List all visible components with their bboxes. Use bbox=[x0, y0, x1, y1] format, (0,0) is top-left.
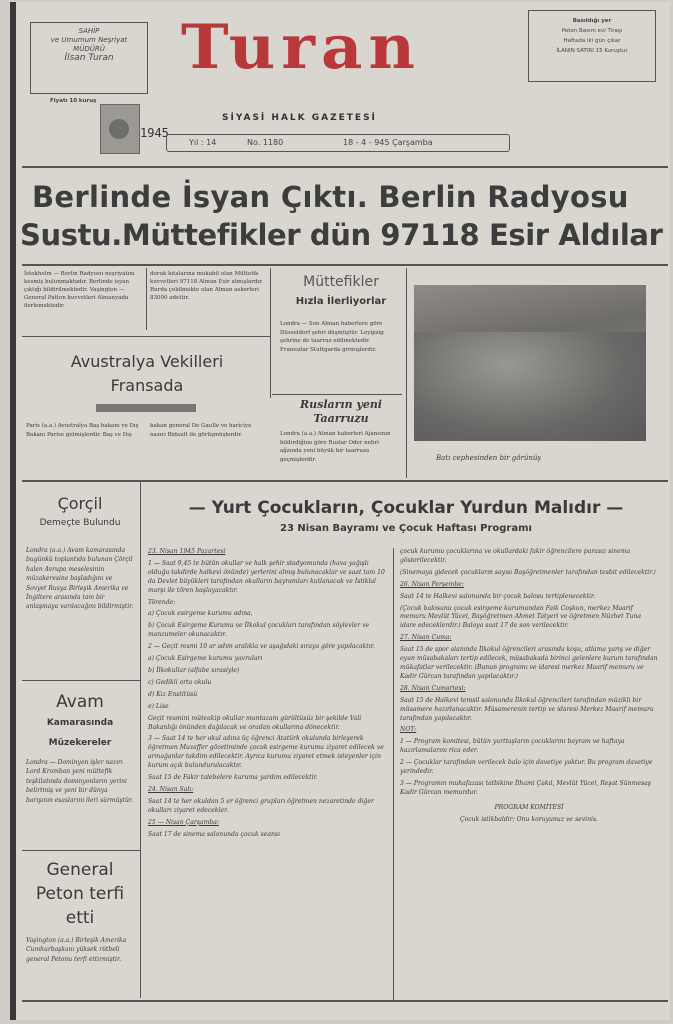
program-paragraph: 2 — Geçit resmi 10 ar adım aralıkla ve aşağıdaki sıraya göre yapılacaktır. bbox=[148, 643, 375, 651]
program-paragraph: 3 — Saat 14 te her okul adına üç öğrenci Atatürk okulunda birleşerek öğretmen Muzaffer gözetiminde çocuk esirgeme kurumu ziyaret edilecek ve armağanlar takdim edilecektir. Ayrıca kurumu ziyaret etmek isteyenler için kurum açık bulundurulacaktır. bbox=[148, 735, 384, 770]
program-paragraph: Törende: bbox=[148, 598, 176, 606]
decorative-bar bbox=[96, 404, 196, 412]
main-article-subtitle: 23 Nisan Bayramı ve Çocuk Haftası Programı bbox=[280, 523, 532, 534]
program-paragraph: 26. Nisan Perşembe: bbox=[400, 580, 464, 588]
col-divider bbox=[140, 482, 141, 998]
avam-title: Avam bbox=[56, 692, 104, 712]
program-paragraph: Saat 15 de spor alanında İlkokul öğrencileri arasında koşu, atlama yarış ve diğer oyun müsabakaları tertip edilecek, müsabakada birinci gelenlere kurum tarafından mükafatlar verilecektir. (Bunun programı ve idaresi merkez Maarif memuru ve Kadir Gürcan tarafından yapılacaktır.) bbox=[400, 646, 658, 680]
main-article-col-2 bbox=[400, 548, 658, 1002]
program-paragraph: çocuk kurumu çocuklarına ve okullardaki fakir öğrencilere parasız sinema gösterilecektir. bbox=[400, 548, 631, 564]
program-paragraph: Saat 17 de sinema salonunda çocuk seansı bbox=[148, 830, 280, 838]
headline-line-1: Berlinde İsyan Çıktı. Berlin Radyosu bbox=[32, 180, 629, 214]
russians-title-2: Taarruzu bbox=[313, 412, 369, 425]
headline-line-2: Sustu.Müttefikler dün 97118 Esir Aldılar bbox=[20, 218, 663, 252]
allies-subtitle: Hızla İlerliyorlar bbox=[295, 296, 387, 307]
headline-divider bbox=[22, 264, 668, 266]
avam-subtitle-1: Kamarasında bbox=[46, 718, 114, 728]
australia-body: Paris (a.a.) Avustralya Baş bakanı ve Dış Bakanı Parise gelmişlerdir. Baş ve Dış bakan general De Gaulle ve hariciye nazırı Bidault ile görüşmüşlerdir. bbox=[26, 423, 252, 438]
main-article-col-1 bbox=[148, 548, 388, 1002]
general-title-1: General bbox=[46, 860, 114, 880]
allies-body: Londra — Son Alman haberlere göre Düsseldorf şehri düşmüştür. Leyipzig şehrine de taarruz edilmektedir. Fransızlar Stuttgarda girmişlerdir. bbox=[280, 321, 384, 353]
publisher-box bbox=[528, 10, 656, 82]
col-divider bbox=[393, 548, 394, 1000]
year-label: Yıl : 14 bbox=[189, 138, 217, 147]
program-paragraph: e) Lise bbox=[148, 702, 169, 710]
program-paragraph: b) İlkokullar (alfabe sırasiyle) bbox=[148, 666, 240, 674]
bottom-border bbox=[22, 1000, 668, 1002]
program-paragraph: 27. Nisan Cuma: bbox=[400, 634, 452, 642]
date-label: 18 - 4 - 945 Çarşamba bbox=[343, 138, 433, 147]
program-paragraph: Saat 15 de Halkevi temsil salonunda İlkokul öğrencileri tarafından müzikli bir müsamere hazırlanacaktır. Müsamerenin tertip ve idaresi Merkez Maarif memuru tarafından yapılacaktır. bbox=[400, 696, 654, 722]
top-story-text: doruk kıtalarına mukabil olan Müttefik kuvvetleri 97118 Alman Esir almışlardır. Rurda çekilmekte olan Alman askerleri 83000 adettir. bbox=[150, 271, 263, 301]
program-paragraph: (Çocuk balosunu çocuk esirgeme kurumundan Faik Coşkun, merkez Maarif memuru Mevlüt Yücel, Başöğretmen Ahmet Tatyeri ve öğretmen Nüzhet Tuna idare edeceklerdir.) Baloya saat 17 de son verilecektir. bbox=[400, 604, 642, 630]
section-divider bbox=[22, 680, 140, 681]
program-paragraph: Saat 15 de Fakir talebelere kuruma yardım edilecektir. bbox=[148, 774, 318, 782]
owner-line: SAHİP bbox=[78, 27, 100, 35]
general-body: Vaşington (a.a.) Birleşik Amerika Cumhurbaşkanı yüksek rütbeli general Petonu terfi ettirmiştir. bbox=[26, 937, 127, 963]
owner-line: ve Umumum Neşriyat bbox=[50, 36, 128, 44]
publisher-line: Peton Basım evi Tiraşı bbox=[561, 28, 623, 34]
owner-box bbox=[30, 22, 148, 94]
top-story-text: İstokholm — Berlin Radyosu neşriyatını kesmiş bulunmaktadır. Berlinde isyan çıktığı bildirilmektedir. Vaşington — General Patton kuvvetleri Almanyada ilerlemektedir. bbox=[24, 271, 135, 309]
publisher-line: Haftada iki gün çıkar bbox=[563, 38, 621, 44]
publisher-line: İLANIN SATIRI 15 Kuruştur bbox=[556, 48, 628, 54]
paper-subtitle: SİYASİ HALK GAZETESİ bbox=[222, 113, 377, 123]
program-paragraph: a) Çocuk esirgeme kurumu adına, bbox=[148, 610, 253, 618]
program-paragraph: a) Çocuk Esirgeme kurumu yavruları bbox=[148, 655, 263, 663]
section-divider bbox=[22, 850, 140, 851]
program-paragraph: 25 — Nisan Çarşamba: bbox=[148, 818, 219, 826]
avam-body: Londra — Dominyon işler nazırı Lord Kromban yeni müttefik teşkilatında dominyonların yerini belirtmiş ve yeni bir dünya barışının esaslarını ileri sürmüştür. bbox=[26, 759, 133, 804]
issue-info-bar bbox=[166, 134, 510, 152]
avam-subtitle-2: Müzekereler bbox=[48, 738, 112, 748]
postage-stamp bbox=[100, 104, 140, 154]
australia-title-1: Avustralya Vekilleri bbox=[70, 352, 224, 371]
section-divider bbox=[22, 336, 270, 337]
general-title-2: Peton terfi bbox=[35, 884, 125, 904]
program-paragraph: c) Gedikli orta okulu bbox=[148, 678, 212, 686]
section-divider bbox=[272, 394, 402, 395]
top-story-col-1 bbox=[24, 270, 142, 326]
program-paragraph: 1 — Saat 9,45 te bütün okullar ve halk şehir stadyomunda (hava yağışlı olduğu takdirde halkevi önünde) yerlerini almış bulunacaklar ve saat tam 10 da Devlet büyükleri tarafından okulların bayramları kutlanacak ve İstiklal marşı ile tören başlayacaktır. bbox=[148, 559, 385, 594]
churchill-body: Londra (a.a.) Avam kamarasında bugünkü toplantıda bulunan Çörçil halen Avrupa meselesinin müzakeresine başladığını ve Sovyet Rusya Birleşik Amerika ve İngiltere arasında tam bir anlaşmaya varılacağını bildirmiştir. bbox=[26, 547, 134, 611]
program-paragraph: b) Çocuk Esirgeme Kurumu ve İlkokul çocukları tarafından söylevler ve manzumeler okunacaktır. bbox=[148, 622, 370, 639]
program-paragraph: (Sinemaya gidecek çocukların sayısı Başöğretmenler tarafından tesbit edilecektir.) bbox=[400, 568, 656, 576]
program-paragraph: 28. Nisan Cumartesi: bbox=[400, 684, 466, 692]
stamp-date: 1945 bbox=[140, 126, 169, 140]
program-paragraph: 3 — Programın muhafazası tatbikine İlhami Çakıl, Mevlüt Yücel, Reşat Sünmesaş Kadir Gürcan memurdur. bbox=[400, 779, 651, 796]
newspaper-page bbox=[10, 2, 670, 1020]
program-paragraph: d) Kız Enstitüsü bbox=[148, 690, 198, 698]
publisher-line: Basıldığı yer bbox=[572, 18, 612, 24]
main-article-title: — Yurt Çocukların, Çocuklar Yurdun Malıdır — bbox=[188, 498, 624, 518]
owner-line: MÜDÜRÜ bbox=[73, 45, 105, 53]
col-divider bbox=[146, 268, 147, 330]
program-paragraph: 24. Nisan Salı: bbox=[148, 785, 194, 793]
program-paragraph: 2 — Çocuklar tarafından verilecek balo için davetiye yoktur. Bu program davetiye yerindedir. bbox=[400, 759, 653, 776]
churchill-title: Çorçil bbox=[57, 494, 103, 513]
program-closing: Çocuk istikbaldir; Onu koruyunuz ve sevinis. bbox=[459, 815, 599, 823]
price-label: Fiyatı 10 kuruş bbox=[50, 98, 97, 104]
churchill-subtitle: Demeçte Bulundu bbox=[39, 518, 121, 528]
photo-caption: Batı cephesinden bir görünüş bbox=[436, 454, 541, 462]
program-paragraph: Saat 14 te Halkevi salonunda bir çocuk balosu tertiplenecektir. bbox=[400, 592, 596, 600]
section-divider bbox=[22, 480, 668, 482]
general-title-3: etti bbox=[65, 908, 95, 928]
program-paragraph: 1 — Program komitesi, bütün yurttaşların çocuklarını bayram ve haftaya hazırlamalarını rica eder. bbox=[400, 738, 625, 755]
newspaper-logo: Turan bbox=[181, 11, 421, 84]
program-paragraph: NOT: bbox=[400, 726, 417, 734]
program-paragraph: 23. Nisan 1945 Pazartesi bbox=[148, 548, 226, 555]
program-paragraph: Geçit resmini müteakip okullar muntazam gürültüsüz bir şekilde Vali Bakanlığı önünden dağılacak ve oradan okullarına dönecektir. bbox=[148, 714, 362, 731]
top-story-col-2 bbox=[150, 270, 266, 326]
masthead-divider bbox=[22, 166, 668, 168]
col-divider bbox=[270, 268, 271, 398]
russians-title: Rusların yeni bbox=[299, 398, 382, 411]
program-committee: PROGRAM KOMİTESİ bbox=[494, 803, 564, 811]
war-front-photo bbox=[414, 285, 646, 441]
issue-label: No. 1180 bbox=[247, 138, 284, 147]
allies-title: Müttefikler bbox=[303, 274, 379, 290]
australia-title-2: Fransada bbox=[110, 376, 184, 395]
owner-line: İlsan Turan bbox=[64, 53, 114, 63]
program-paragraph: Saat 14 te her okuldan 5 er öğrenci grupları öğretmen nezaretinde diğer okulları ziyaret edecekler. bbox=[148, 797, 374, 814]
russians-body: Londra (a.a.) Alman haberleri Ajansının bildirdiğine göre Ruslar Oder nehri ağzında yeni büyük bir taarruza geçmişlerdir. bbox=[280, 431, 391, 463]
col-divider bbox=[406, 268, 407, 478]
